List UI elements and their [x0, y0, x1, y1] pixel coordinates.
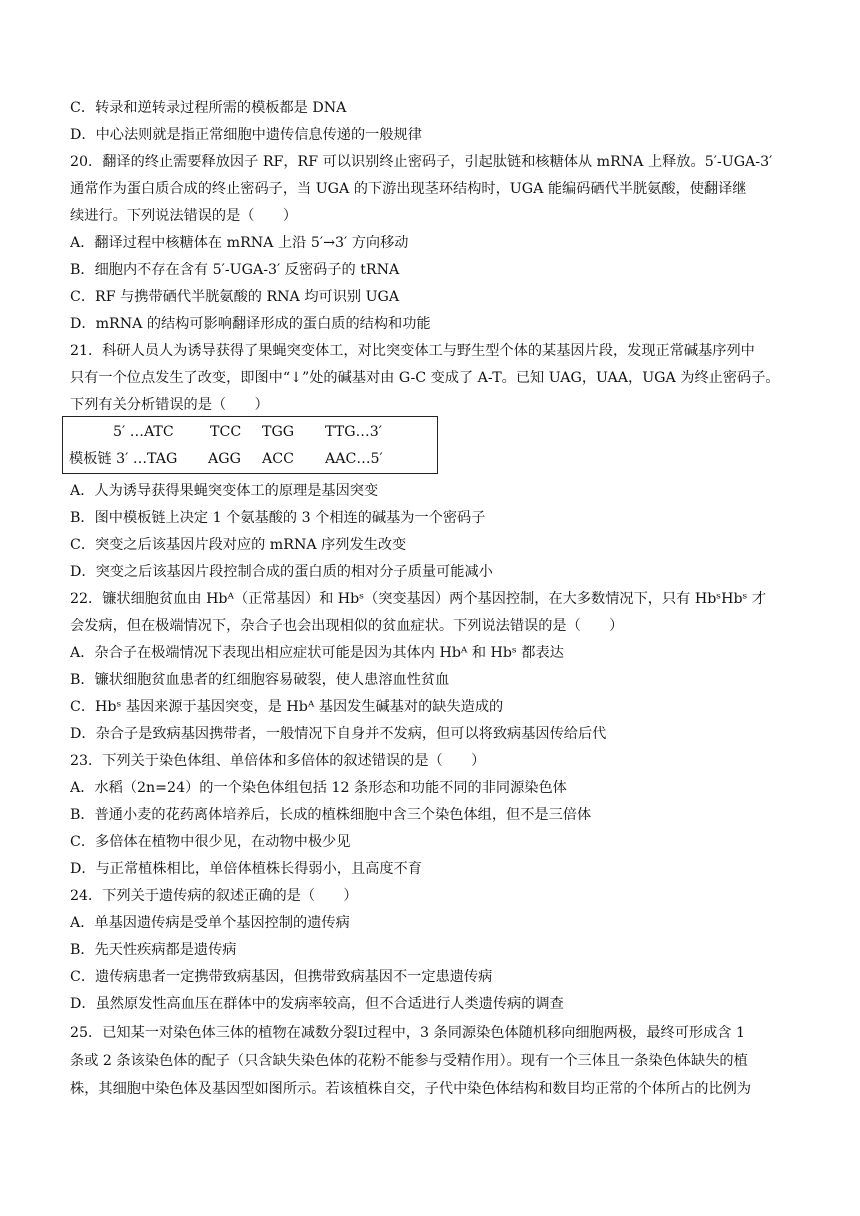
q19-option-d: D．中心法则就是指正常细胞中遗传信息传递的一般规律 [70, 127, 422, 143]
q20-option-c: C．RF 与携带硒代半胱氨酸的 RNA 均可识别 UGA [70, 289, 400, 305]
coding-codon-2: TCC [210, 424, 242, 440]
q24-option-a: A．单基因遗传病是受单个基因控制的遗传病 [70, 915, 350, 931]
q24-option-c: C．遗传病患者一定携带致病基因，但携带致病基因不一定患遗传病 [70, 969, 493, 985]
q22-option-b: B．镰状细胞贫血患者的红细胞容易破裂，使人患溶血性贫血 [70, 672, 450, 688]
q23-stem: 23．下列关于染色体组、单倍体和多倍体的叙述错误的是（ ） [70, 753, 486, 769]
q20-option-d: D．mRNA 的结构可影响翻译形成的蛋白质的结构和功能 [70, 316, 431, 332]
coding-strand-start: 5′ …ATC [113, 424, 174, 440]
q23-option-d: D．与正常植株相比，单倍体植株长得弱小，且高度不育 [70, 861, 422, 877]
q24-option-d: D．虽然原发性高血压在群体中的发病率较高，但不合适进行人类遗传病的调查 [70, 996, 564, 1012]
q20-stem-cont: 续进行。下列说法错误的是（ ） [70, 208, 298, 224]
q25-stem-cont: 株，其细胞中染色体及基因型如图所示。若该植株自交，子代中染色体结构和数目均正常的个体所占的比例为 [70, 1081, 752, 1097]
q21-option-d: D．突变之后该基因片段控制合成的蛋白质的相对分子质量可能减小 [70, 564, 493, 580]
q22-stem-cont: 会发病，但在极端情况下，杂合子也会出现相似的贫血症状。下列说法错误的是（ ） [70, 618, 624, 634]
q21-stem: 21．科研人员人为诱导获得了果蝇突变体工，对比突变体工与野生型个体的某基因片段，发现正常碱基序列中 [70, 343, 755, 359]
q21-option-b: B．图中模板链上决定 1 个氨基酸的 3 个相连的碱基为一个密码子 [70, 510, 486, 526]
q25-stem-cont: 条或 2 条该染色体的配子（只含缺失染色体的花粉不能参与受精作用）。现有一个三体且一条染色体缺失的植 [70, 1053, 748, 1069]
template-codon-4: AAC…5′ [325, 451, 383, 467]
template-strand-start: 模板链 3′ …TAG [69, 451, 178, 467]
q24-option-b: B．先天性疾病都是遗传病 [70, 942, 237, 958]
q23-option-a: A．水稻（2n=24）的一个染色体组包括 12 条形态和功能不同的非同源染色体 [70, 780, 567, 796]
coding-codon-4: TTG…3′ [325, 424, 382, 440]
q23-option-b: B．普通小麦的花药离体培养后，长成的植株细胞中含三个染色体组，但不是三倍体 [70, 807, 592, 823]
dna-sequence-box [62, 416, 438, 474]
q25-stem: 25．已知某一对染色体三体的植物在减数分裂Ⅰ过程中，3 条同源染色体随机移向细胞两极，最终可形成含 1 [70, 1025, 745, 1041]
q21-stem-cont: 下列有关分析错误的是（ ） [70, 397, 269, 413]
q21-option-c: C．突变之后该基因片段对应的 mRNA 序列发生改变 [70, 537, 407, 553]
q20-option-a: A．翻译过程中核糖体在 mRNA 上沿 5′→3′ 方向移动 [70, 235, 409, 251]
q21-option-a: A．人为诱导获得果蝇突变体工的原理是基因突变 [70, 483, 379, 499]
q21-stem-cont: 只有一个位点发生了改变，即图中“↓”处的碱基对由 G-C 变成了 A-T。已知 UAG，UAA，UGA 为终止密码子。 [70, 370, 780, 386]
q22-option-d: D．杂合子是致病基因携带者，一般情况下自身并不发病，但可以将致病基因传给后代 [70, 726, 607, 742]
q20-stem: 20．翻译的终止需要释放因子 RF，RF 可以识别终止密码子，引起肽链和核糖体从 mRNA 上释放。5′-UGA-3′ [70, 154, 773, 170]
q22-option-c: C．Hbˢ 基因来源于基因突变，是 Hbᴬ 基因发生碱基对的缺失造成的 [70, 699, 504, 715]
q20-stem-cont: 通常作为蛋白质合成的终止密码子，当 UGA 的下游出现茎环结构时，UGA 能编码硒代半胱氨酸，使翻译继 [70, 181, 747, 197]
template-strand-row [63, 445, 437, 473]
template-codon-2: AGG [208, 451, 241, 467]
q22-option-a: A．杂合子在极端情况下表现出相应症状可能是因为其体内 Hbᴬ 和 Hbˢ 都表达 [70, 645, 564, 661]
q22-stem: 22．镰状细胞贫血由 Hbᴬ（正常基因）和 Hbˢ（突变基因）两个基因控制，在大多数情况下，只有 HbˢHbˢ 才 [70, 591, 767, 607]
q19-option-c: C．转录和逆转录过程所需的模板都是 DNA [70, 100, 347, 116]
coding-codon-3: TGG [262, 424, 295, 440]
q24-stem: 24．下列关于遗传病的叙述正确的是（ ） [70, 888, 358, 904]
q20-option-b: B．细胞内不存在含有 5′-UGA-3′ 反密码子的 tRNA [70, 262, 400, 278]
template-codon-3: ACC [262, 451, 294, 467]
q23-option-c: C．多倍体在植物中很少见，在动物中极少见 [70, 834, 351, 850]
coding-strand-row [63, 418, 437, 446]
